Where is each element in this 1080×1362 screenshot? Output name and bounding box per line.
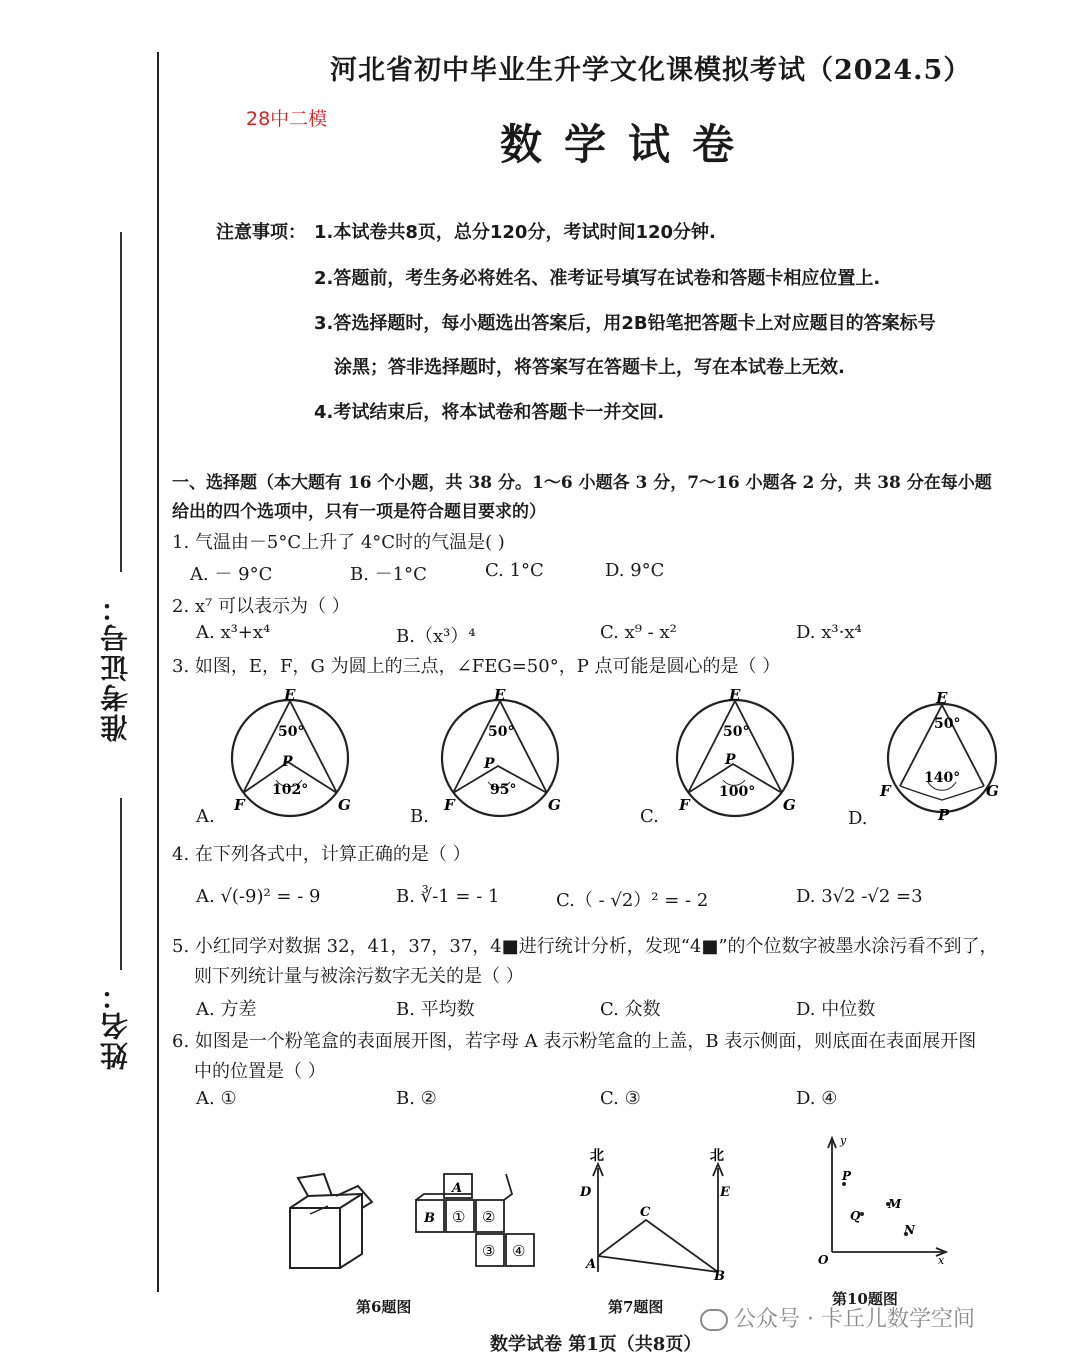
question-5-cont: 则下列统计量与被涂污数字无关的是（ ）	[194, 966, 524, 987]
notice-item: 2.答题前，考生务必将姓名、准考证号填写在试卷和答题卡相应位置上.	[314, 268, 881, 289]
svg-text:G: G	[548, 796, 561, 814]
q3-figure-b	[442, 688, 561, 816]
angle-top: 50°	[278, 724, 305, 740]
q3-figure-d	[879, 689, 999, 824]
q3-option-a[interactable]: A.	[196, 806, 215, 827]
fig7-diagram	[574, 1146, 744, 1286]
svg-text:P: P	[938, 806, 950, 824]
svg-text:50°: 50°	[723, 724, 750, 740]
q1-option-b[interactable]: B. －1°C	[350, 564, 427, 585]
binding-line	[157, 52, 159, 1292]
notice-lead: 注意事项：	[216, 222, 306, 243]
svg-text:Q: Q	[850, 1209, 861, 1223]
q1-option-d[interactable]: D. 9°C	[605, 560, 665, 581]
svg-text:G: G	[986, 782, 999, 800]
svg-text:P: P	[842, 1169, 852, 1183]
question-5: 5. 小红同学对数据 32，41，37，37，4■进行统计分析，发现“4■”的个位数字被墨水涂污看不到了，	[172, 936, 998, 957]
svg-text:100°: 100°	[719, 784, 756, 800]
angle-p: 102°	[272, 782, 309, 798]
svg-text:①: ①	[452, 1208, 466, 1226]
q6-option-a[interactable]: A. ①	[196, 1088, 237, 1109]
question-4: 4. 在下列各式中，计算正确的是（ ）	[172, 844, 471, 865]
label-p: P	[282, 754, 293, 770]
svg-text:N: N	[904, 1223, 915, 1237]
svg-text:F: F	[679, 796, 690, 814]
svg-text:②: ②	[482, 1208, 496, 1226]
svg-text:③: ③	[482, 1242, 496, 1260]
q2-option-c[interactable]: C. x⁹ - x²	[600, 622, 677, 643]
q3-figure-c	[677, 688, 796, 816]
q6-option-d[interactable]: D. ④	[796, 1088, 838, 1109]
svg-text:B: B	[714, 1269, 725, 1284]
notice-item: 1.本试卷共8页，总分120分，考试时间120分钟.	[314, 222, 716, 243]
fig7-label: 第7题图	[608, 1298, 664, 1316]
svg-text:M: M	[888, 1197, 902, 1211]
fig6-net	[406, 1170, 546, 1275]
q3-option-d[interactable]: D.	[848, 808, 868, 829]
section-heading: 一、选择题（本大题有 16 个小题，共 38 分。1～6 小题各 3 分，7～16 小题各 2 分，共 38 分在每小题	[172, 473, 992, 493]
exam-id-label: 准考证号：	[99, 592, 132, 742]
exam-id-blank	[120, 232, 122, 572]
q2-option-d[interactable]: D. x³·x⁴	[796, 622, 862, 643]
q3-option-b[interactable]: B.	[410, 806, 429, 827]
q6-option-b[interactable]: B. ②	[396, 1088, 437, 1109]
svg-text:140°: 140°	[924, 770, 961, 786]
label-f: F	[234, 796, 245, 814]
wechat-icon	[700, 1309, 728, 1331]
svg-text:y: y	[840, 1134, 847, 1147]
svg-text:④: ④	[512, 1242, 526, 1260]
subject-title: 数学试卷	[500, 120, 757, 169]
q3-figures	[190, 688, 1020, 828]
svg-text:O: O	[818, 1253, 829, 1267]
watermark-text: 公众号 · 卡丘儿数学空间	[734, 1307, 975, 1332]
svg-text:F: F	[880, 782, 891, 800]
svg-text:D: D	[580, 1185, 592, 1200]
name-blank	[120, 798, 122, 970]
svg-text:95°: 95°	[490, 782, 517, 798]
svg-text:A: A	[586, 1257, 597, 1272]
svg-text:E: E	[720, 1185, 730, 1200]
notice-item: 涂黑；答非选择题时，将答案写在答题卡上，写在本试卷上无效.	[334, 357, 845, 378]
q2-option-a[interactable]: A. x³+x⁴	[196, 622, 271, 643]
q2-option-b[interactable]: B.（x³）⁴	[396, 626, 476, 647]
question-3: 3. 如图，E，F，G 为圆上的三点，∠FEG=50°，P 点可能是圆心的是（ ）	[172, 656, 781, 677]
question-6: 6. 如图是一个粉笔盒的表面展开图，若字母 A 表示粉笔盒的上盖，B 表示侧面，则底面在表面展开图	[172, 1031, 977, 1052]
question-6-cont: 中的位置是（ ）	[194, 1061, 326, 1082]
svg-text:50°: 50°	[934, 716, 961, 732]
q5-option-c[interactable]: C. 众数	[600, 999, 661, 1020]
fig6-label: 第6题图	[356, 1298, 412, 1316]
svg-text:北: 北	[710, 1148, 724, 1164]
question-1: 1. 气温由－5°C上升了 4°C时的气温是( )	[172, 532, 505, 553]
svg-text:x: x	[938, 1254, 945, 1267]
q3-figure-a	[232, 688, 351, 816]
name-label: 姓名：	[99, 980, 132, 1070]
watermark	[700, 1302, 975, 1333]
q5-option-d[interactable]: D. 中位数	[796, 999, 876, 1020]
svg-text:E: E	[729, 688, 741, 704]
label-e: E	[284, 688, 296, 704]
q4-option-a[interactable]: A. √(-9)² = - 9	[196, 886, 321, 907]
fig10-label: 第10题图	[832, 1290, 898, 1308]
school-stamp: 28中二模	[246, 108, 328, 130]
svg-text:P: P	[484, 756, 495, 772]
q5-option-b[interactable]: B. 平均数	[396, 999, 475, 1020]
svg-text:E: E	[936, 689, 948, 707]
svg-text:B: B	[424, 1211, 435, 1226]
q4-option-d[interactable]: D. 3√2 -√2 =3	[796, 886, 923, 907]
svg-text:50°: 50°	[488, 724, 515, 740]
svg-text:P: P	[725, 752, 736, 768]
svg-text:A: A	[452, 1181, 463, 1196]
q5-option-a[interactable]: A. 方差	[196, 999, 257, 1020]
exam-title: 河北省初中毕业生升学文化课模拟考试（2024.5）	[330, 55, 972, 86]
question-2: 2. x⁷ 可以表示为（ ）	[172, 596, 350, 617]
q3-option-c[interactable]: C.	[640, 806, 659, 827]
svg-text:F: F	[444, 796, 455, 814]
label-g: G	[338, 796, 351, 814]
svg-text:G: G	[783, 796, 796, 814]
fig6-chalk-box	[280, 1168, 380, 1278]
q6-option-c[interactable]: C. ③	[600, 1088, 641, 1109]
q4-option-c[interactable]: C.（ - √2）² = - 2	[556, 890, 709, 911]
section-heading-cont: 给出的四个选项中，只有一项是符合题目要求的）	[172, 502, 546, 522]
svg-text:E: E	[494, 688, 506, 704]
notice-item: 3.答选择题时，每小题选出答案后，用2B铅笔把答题卡上对应题目的答案标号	[314, 313, 936, 334]
page-footer: 数学试卷 第1页（共8页）	[490, 1334, 702, 1355]
q4-option-b[interactable]: B. ∛-1 = - 1	[396, 886, 500, 907]
svg-text:北: 北	[590, 1148, 604, 1164]
q1-option-a[interactable]: A. － 9°C	[190, 564, 273, 585]
notice-item: 4.考试结束后，将本试卷和答题卡一并交回.	[314, 402, 665, 423]
q1-option-c[interactable]: C. 1°C	[485, 560, 544, 581]
fig10-coordinate-plane	[810, 1130, 955, 1270]
svg-text:C: C	[640, 1205, 651, 1220]
